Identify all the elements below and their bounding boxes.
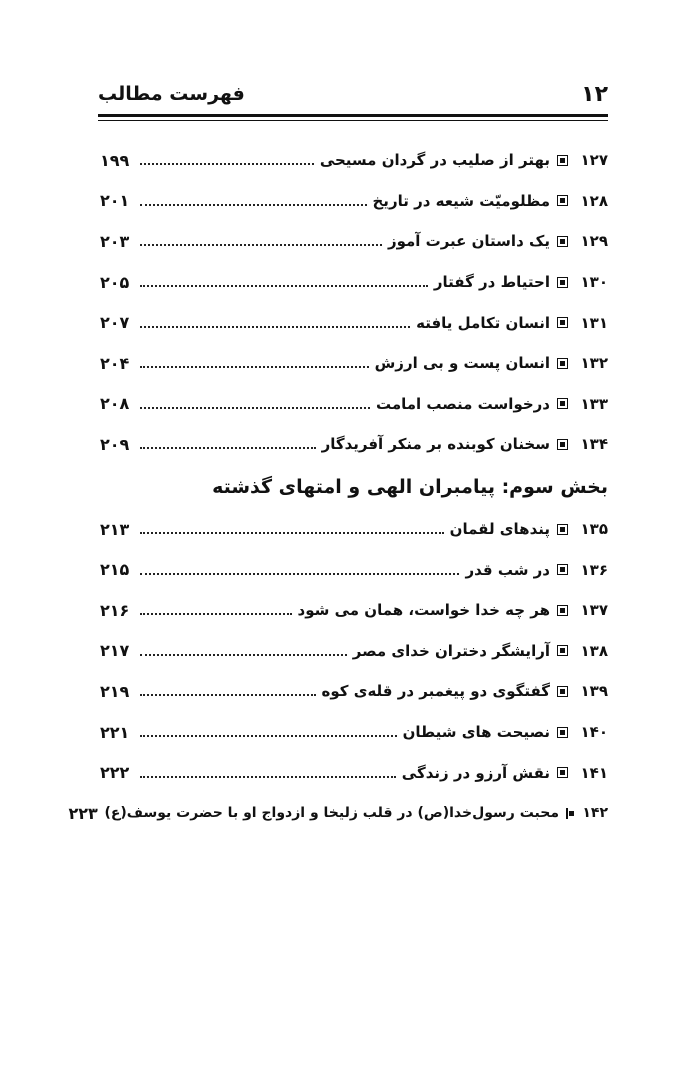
entry-title: پندهای لقمان [449, 520, 550, 539]
entry-page: ۲۰۳ [100, 231, 130, 251]
toc-entry [100, 343, 608, 384]
entry-title: در شب قدر [465, 560, 550, 579]
square-bullet-icon [557, 195, 568, 206]
toc-entry [100, 671, 608, 712]
header-rule-thick [98, 114, 608, 117]
entry-number: ۱۴۲ [582, 805, 608, 822]
entry-number: ۱۲۷ [580, 151, 608, 170]
entry-title: گفتگوی دو پیغمبر در قله‌ی کوه [321, 682, 550, 701]
header-rule [98, 114, 608, 121]
entry-number: ۱۳۷ [580, 601, 608, 620]
dot-leader [140, 532, 444, 534]
dot-leader [140, 654, 347, 656]
entry-page: ۲۲۱ [100, 722, 130, 742]
entry-title: نقش آرزو در زندگی [401, 763, 550, 782]
entry-number: ۱۳۴ [580, 435, 608, 454]
running-title: فهرست مطالب [98, 83, 245, 105]
entry-number: ۱۳۰ [580, 273, 608, 292]
entry-title: یک داستان عبرت آموز [387, 232, 550, 251]
entry-page: ۲۰۸ [100, 394, 130, 414]
entry-page: ۱۹۹ [100, 150, 130, 170]
header-rule-thin [98, 120, 608, 121]
entry-page: ۲۰۵ [100, 272, 130, 292]
entry-title: سخنان کوبنده بر منکر آفریدگار [321, 435, 550, 454]
entry-page: ۲۲۳ [68, 803, 98, 823]
dot-leader [140, 613, 292, 615]
dot-leader [140, 163, 314, 165]
page-number: ۱۲ [581, 81, 608, 107]
entry-number: ۱۳۳ [580, 394, 608, 413]
entry-page: ۲۰۷ [100, 313, 130, 333]
toc-entry [100, 752, 608, 793]
toc-entry [100, 140, 608, 181]
entry-page: ۲۰۱ [100, 191, 130, 211]
square-bullet-icon [557, 398, 568, 409]
entry-title: انسان تکامل یافته [416, 313, 550, 332]
square-bullet-icon [557, 317, 568, 328]
toc-entry [100, 262, 608, 303]
square-bullet-icon [557, 727, 568, 738]
entry-number: ۱۳۸ [580, 641, 608, 660]
dot-leader [140, 244, 382, 246]
toc-entry [100, 631, 608, 672]
entry-title: هر چه خدا خواست، همان می شود [297, 601, 550, 620]
square-bullet-icon [557, 155, 568, 166]
square-bullet-icon [557, 564, 568, 575]
dot-leader [140, 735, 397, 737]
dot-leader [140, 204, 367, 206]
dot-leader [140, 694, 316, 696]
toc-entry [100, 549, 608, 590]
dot-leader [140, 326, 410, 328]
entry-page: ۲۲۲ [100, 763, 130, 783]
entry-title: درخواست منصب امامت [375, 394, 550, 413]
square-bullet-icon [557, 358, 568, 369]
entry-page: ۲۱۵ [100, 560, 130, 580]
entry-page: ۲۱۷ [100, 641, 130, 661]
entry-number: ۱۳۹ [580, 682, 608, 701]
dot-leader [140, 573, 459, 575]
toc-entry [100, 384, 608, 425]
entry-number: ۱۳۵ [580, 520, 608, 539]
entry-number: ۱۴۰ [580, 723, 608, 742]
entry-title: بهتر از صلیب در گردان مسیحی [319, 151, 550, 170]
dot-leader [140, 285, 428, 287]
toc-entry [100, 221, 608, 262]
toc-entry [100, 712, 608, 753]
entry-title: احتیاط در گفتار [433, 273, 550, 292]
entry-number: ۱۳۱ [580, 313, 608, 332]
dot-leader [140, 776, 396, 778]
square-bullet-icon [557, 236, 568, 247]
square-bullet-icon [557, 767, 568, 778]
page-header [98, 78, 608, 110]
dot-leader [140, 447, 316, 449]
section-heading: بخش سوم: پیامبران الهی و امتهای گذشته [212, 475, 608, 498]
entry-title: انسان پست و بی ارزش [374, 354, 550, 373]
square-bullet-icon [557, 605, 568, 616]
entry-page: ۲۰۹ [100, 434, 130, 454]
toc-entry [100, 302, 608, 343]
entry-number: ۱۳۶ [580, 560, 608, 579]
square-bullet-icon [557, 277, 568, 288]
square-bullet-icon [557, 645, 568, 656]
entry-number: ۱۲۹ [580, 232, 608, 251]
table-of-contents [68, 140, 608, 834]
toc-entry [68, 793, 608, 834]
entry-number: ۱۳۲ [580, 354, 608, 373]
toc-entry [100, 181, 608, 222]
toc-entry [100, 424, 608, 465]
entry-number: ۱۴۱ [580, 763, 608, 782]
toc-entry [100, 509, 608, 550]
entry-title: آرایشگر دختران خدای مصر [352, 641, 550, 660]
dot-leader [140, 407, 370, 409]
entry-title: محبت رسول‌خدا(ص) در قلب زلیخا و ازدواج او با حضرت یوسف(ع) [104, 805, 559, 822]
entry-title: مظلومیّت شیعه در تاریخ [372, 191, 550, 210]
square-bullet-icon [557, 439, 568, 450]
entry-page: ۲۱۳ [100, 519, 130, 539]
square-bullet-icon [557, 524, 568, 535]
square-bullet-icon [566, 808, 568, 819]
entry-number: ۱۲۸ [580, 191, 608, 210]
entry-page: ۲۱۹ [100, 681, 130, 701]
dot-leader [140, 366, 369, 368]
square-bullet-icon [557, 686, 568, 697]
entry-title: نصیحت های شیطان [402, 723, 550, 742]
entry-page: ۲۱۶ [100, 600, 130, 620]
entry-page: ۲۰۴ [100, 353, 130, 373]
toc-entry [100, 590, 608, 631]
